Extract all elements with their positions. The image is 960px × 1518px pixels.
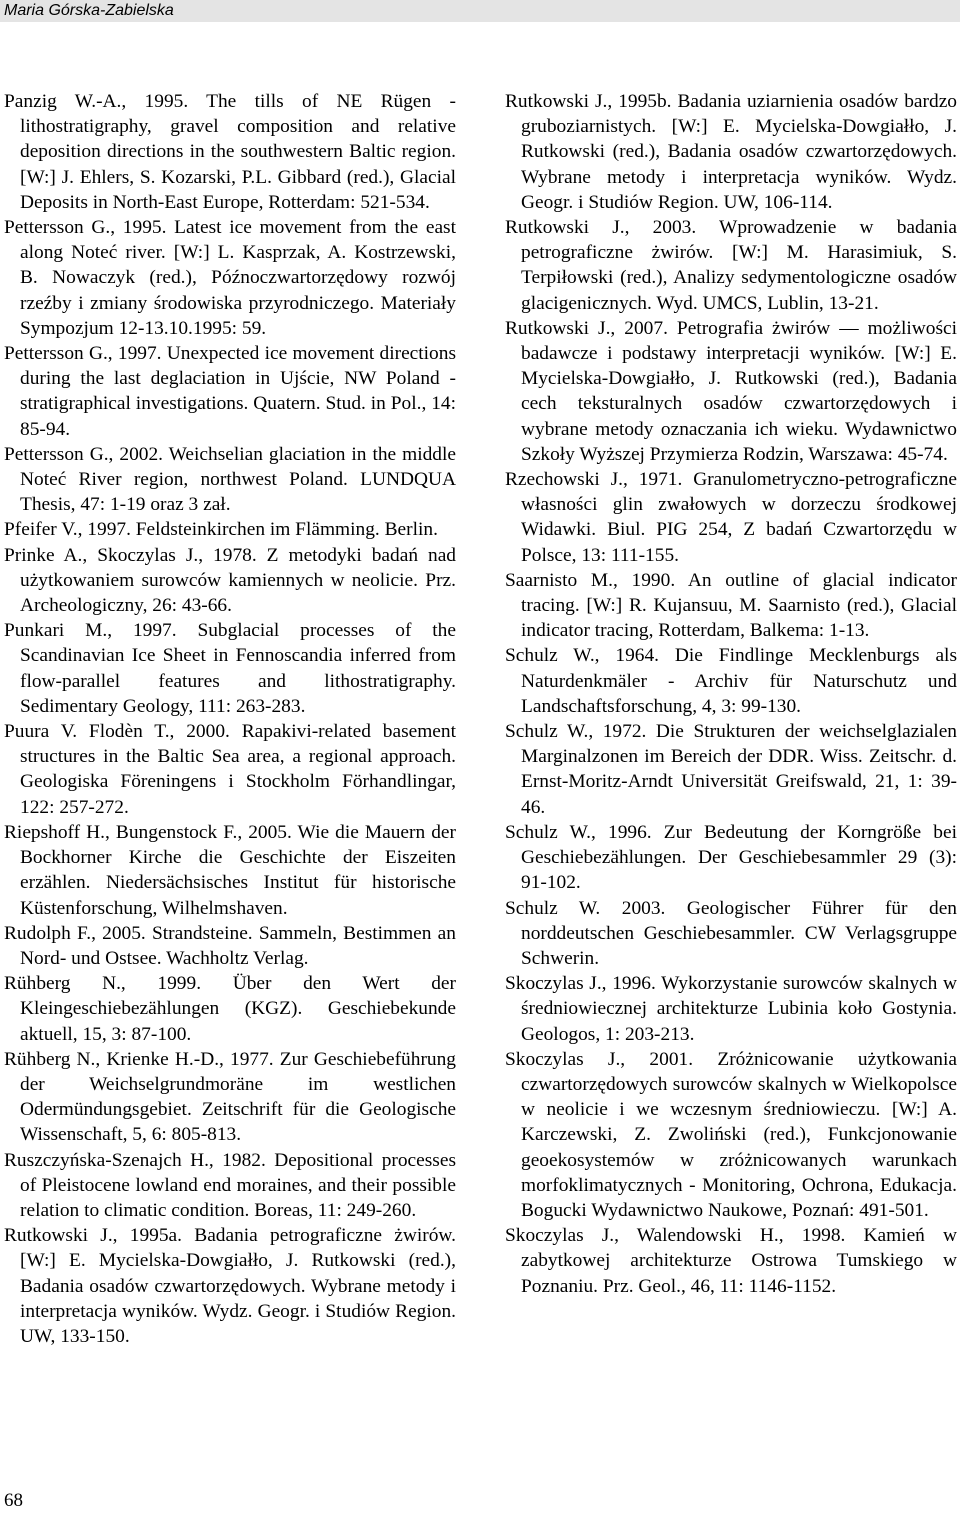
- reference-entry: Pettersson G., 1995. Latest ice movement from the east along Noteć river. [W:] L. Kasprzak, A. Kostrzewski, B. Nowaczyk (red.), Późnoczwartorzędowy rozwój rzeźby i zmiany środowiska przyrodniczego. Materiały Sympozjum 12-13.10.1995: 59.: [4, 217, 456, 339]
- reference-entry: Schulz W. 2003. Geologischer Führer für den norddeutschen Geschiebesammler. CW Verlagsgruppe Schwerin.: [505, 897, 957, 969]
- reference-entry: Rühberg N., Krienke H.-D., 1977. Zur Geschiebeführung der Weichselgrundmoräne im westlichen Odermündungsgebiet. Zeitschrift für die Geologische Wissenschaft, 5, 6: 805-813.: [4, 1048, 456, 1146]
- reference-entry: Skoczylas J., 2001. Zróżnicowanie użytkowania czwartorzędowych surowców skalnych w Wielkopolsce w neolicie i we wczesnym średniowieczu. [W:] A. Karczewski, Z. Zwoliński (red.), Funkcjonowanie geoekosystemów w zróżnicowanych warunkach morfoklimatycznych - Monitoring, Ochrona, Edukacja. Bogucki Wydawnictwo Naukowe, Poznań: 491-501.: [505, 1048, 957, 1221]
- reference-entry: Schulz W., 1996. Zur Bedeutung der Korngröße bei Geschiebezählungen. Der Geschiebesammler 29 (3): 91-102.: [505, 821, 957, 894]
- reference-entry: Ruszczyńska-Szenajch H., 1982. Depositional processes of Pleistocene lowland end moraines, and their possible relation to climatic condition. Boreas, 11: 249-260.: [4, 1149, 456, 1221]
- reference-entry: Rutkowski J., 2003. Wprowadzenie w badania petrograficzne żwirów. [W:] M. Harasimiuk, S. Terpiłowski (red.), Analizy sedymentologiczne osadów glacigenicznych. Wyd. UMCS, Lublin, 13-21.: [505, 217, 957, 314]
- reference-entry: Saarnisto M., 1990. An outline of glacial indicator tracing. [W:] R. Kujansuu, M. Saarnisto (red.), Glacial indicator tracing, Rotterdam, Balkema: 1-13.: [505, 569, 957, 642]
- reference-entry: Rudolph F., 2005. Strandsteine. Sammeln, Bestimmen an Nord- und Ostsee. Wachholtz Verlag.: [4, 922, 456, 969]
- reference-entry: Pettersson G., 1997. Unexpected ice movement directions during the last deglaciation in Ujście, NW Poland - stratigraphical investigations. Quatern. Stud. in Pol., 14: 85-94.: [4, 343, 456, 440]
- reference-entry: Puura V. Flodèn T., 2000. Rapakivi-related basement structures in the Baltic Sea area, a regional approach. Geologiska Föreningens i Stockholm Förhandlingar, 122: 257-272.: [4, 721, 456, 818]
- reference-entry: Schulz W., 1972. Die Strukturen der weichselglazialen Marginalzonen im Bereich der DDR. Wiss. Zeitschr. d. Ernst-Moritz-Arndt Universität Greifswald, 21, 1: 39-46.: [505, 721, 957, 818]
- reference-entry: Rutkowski J., 1995b. Badania uziarnienia osadów bardzo gruboziarnistych. [W:] E. Mycielska-Dowgiałło, J. Rutkowski (red.), Badania osadów czwartorzędowych. Wybrane metody i interpretacja wyników. Wydz. Geogr. i Studiów Region. UW, 106-114.: [505, 91, 957, 213]
- reference-entry: Rutkowski J., 1995a. Badania petrograficzne żwirów. [W:] E. Mycielska-Dowgiałło, J. Rutkowski (red.), Badania osadów czwartorzędowych. Wybrane metody i interpretacja wyników. Wydz. Geogr. i Studiów Region. UW, 133-150.: [4, 1225, 456, 1347]
- author-name: Maria Górska-Zabielska: [4, 2, 174, 19]
- running-head: [0, 0, 960, 22]
- reference-entry: Rutkowski J., 2007. Petrografia żwirów — możliwości badawcze i podstawy interpretacji wyników. [W:] E. Mycielska-Dowgiałło, J. Rutkowski (red.), Badania cech teksturalnych osadów czwartorzędowych i wybrane metody oznaczania ich wieku. Wydawnictwo Szkoły Wyższej Przymierza Rodzin, Warszawa: 45-74.: [505, 317, 957, 465]
- reference-entry: Skoczylas J., Walendowski H., 1998. Kamień w zabytkowej architekturze Ostrowa Tumskiego w Poznaniu. Prz. Geol., 46, 11: 1146-1152.: [505, 1225, 957, 1297]
- reference-entry: Panzig W.-A., 1995. The tills of NE Rügen - lithostratigraphy, gravel composition and relative deposition directions in the southwestern Baltic region. [W:] J. Ehlers, S. Kozarski, P.L. Gibbard (red.), Glacial Deposits in North-East Europe, Rotterdam: 521-534.: [4, 91, 456, 213]
- reference-entry: Rzechowski J., 1971. Granulometryczno-petrograficzne własności glin zwałowych w dorzeczu środkowej Widawki. Biul. PIG 254, Z badań Czwartorzędu w Polsce, 13: 111-155.: [505, 469, 957, 566]
- reference-entry: Riepshoff H., Bungenstock F., 2005. Wie die Mauern der Bockhorner Kirche die Geschichte der Eiszeiten erzählen. Niedersächsisches Institut für historische Küstenforschung, Wilhelmshaven.: [4, 821, 456, 919]
- reference-entry: Pfeifer V., 1997. Feldsteinkirchen im Flämming. Berlin.: [4, 519, 438, 541]
- references-left-column: [4, 89, 456, 1349]
- page-number: 68: [4, 1490, 23, 1511]
- references-right-column: [505, 89, 957, 1299]
- reference-entry: Prinke A., Skoczylas J., 1978. Z metodyki badań nad użytkowaniem surowców kamiennych w neolicie. Prz. Archeologiczny, 26: 43-66.: [4, 544, 456, 617]
- reference-entry: Pettersson G., 2002. Weichselian glaciation in the middle Noteć River region, northwest Poland. LUNDQUA Thesis, 47: 1-19 oraz 3 zał.: [4, 443, 456, 516]
- reference-entry: Schulz W., 1964. Die Findlinge Mecklenburgs als Naturdenkmäler - Archiv für Naturschutz und Landschaftsforschung, 4, 3: 99-130.: [505, 645, 957, 717]
- reference-entry: Rühberg N., 1999. Über den Wert der Kleingeschiebezählungen (KGZ). Geschiebekunde aktuell, 15, 3: 87-100.: [4, 973, 456, 1045]
- reference-entry: Punkari M., 1997. Subglacial processes of the Scandinavian Ice Sheet in Fennoscandia inferred from flow-parallel features and lithostratigraphy. Sedimentary Geology, 111: 263-283.: [4, 620, 456, 717]
- reference-entry: Skoczylas J., 1996. Wykorzystanie surowców skalnych w średniowiecznej architekturze Lubinia koło Gostynia. Geologos, 1: 203-213.: [505, 973, 957, 1045]
